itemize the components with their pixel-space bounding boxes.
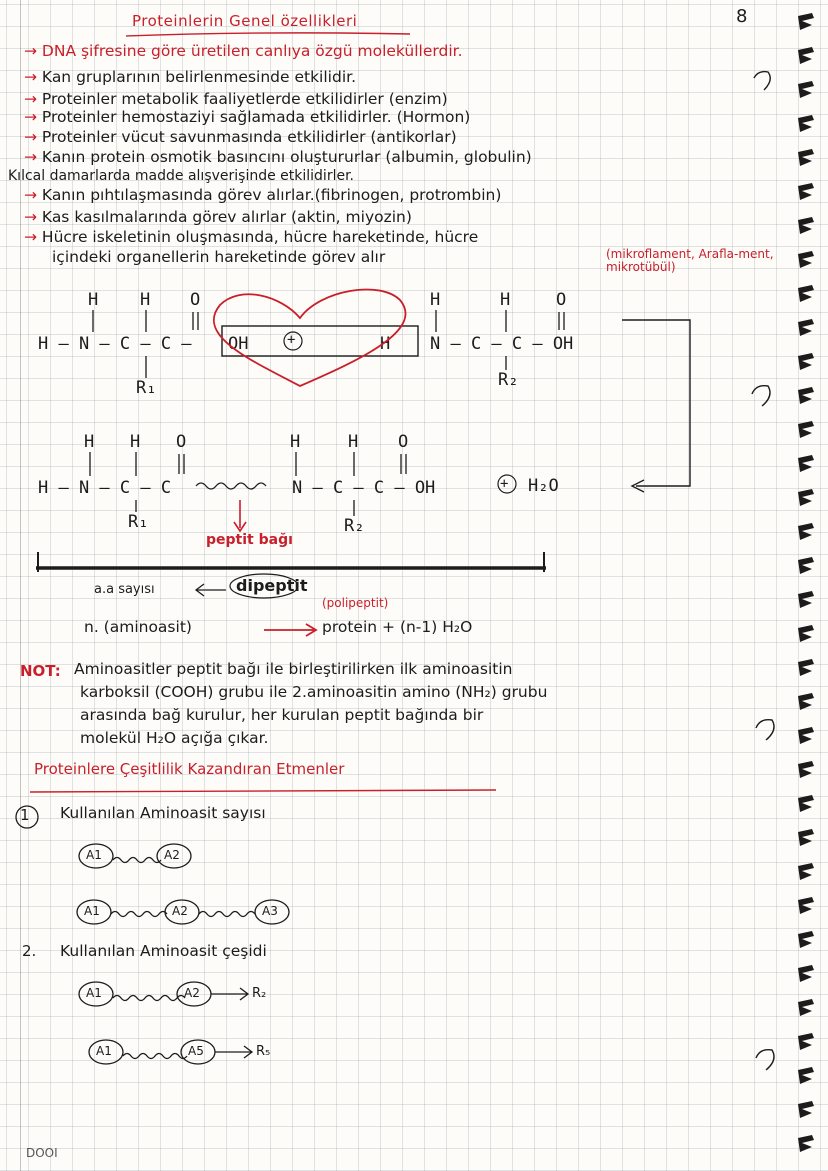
arrow-icon: → (24, 186, 42, 204)
spiral-ring (798, 1101, 814, 1118)
item2-number: 2. (22, 942, 37, 960)
spiral-ring (798, 523, 814, 540)
aa1-plus: + (287, 332, 296, 348)
arrow-icon: → (24, 228, 42, 246)
arrow-icon: → (24, 90, 42, 108)
bullet-item (24, 148, 532, 166)
dipeptit-label: dipeptit (236, 576, 308, 595)
spiral-ring (798, 387, 814, 404)
equation-left: n. (aminoasit) (84, 618, 192, 636)
spiral-ring (798, 421, 814, 438)
dp-chain-2: N – C – C – OH (292, 478, 436, 498)
dp-o2: O (398, 432, 409, 452)
arrow-icon: → (24, 128, 42, 146)
bullet-text: Kas kasılmalarında görev alırlar (aktin, miyozin) (41, 208, 412, 226)
dp-h4: H (348, 432, 359, 452)
aa1-h-c: H (140, 290, 151, 310)
bullet-item (24, 208, 412, 226)
chain3-r: R₂ (252, 986, 267, 1001)
chain2-aa3: A3 (262, 904, 278, 918)
bullet-text: Kılcal damarlarda madde alışverişinde etkilidirler. (8, 168, 355, 184)
spiral-ring (798, 455, 814, 472)
aa1-h-n: H (88, 290, 99, 310)
bullet-text: Kanın pıhtılaşmasında görev alırlar.(fibrinogen, protrombin) (41, 186, 502, 204)
bullet-note: (mikroflament, Arafla-ment, mikrotübül) (606, 247, 774, 274)
dp-h2: H (130, 432, 141, 452)
aa1-o: O (190, 290, 201, 310)
item2-title: Kullanılan Aminoasit çeşidi (60, 942, 267, 960)
spiral-ring (798, 1033, 814, 1050)
spiral-ring (798, 319, 814, 336)
bullet-item (24, 186, 501, 204)
dp-h1: H (84, 432, 95, 452)
bullet-text: Hücre iskeletinin oluşmasında, hücre hareketinde, hücre (41, 228, 479, 246)
arrow-icon: → (24, 148, 42, 166)
chain4-r: R₅ (256, 1044, 271, 1059)
bullet-text: içindeki organellerin hareketinde görev alır (52, 248, 386, 266)
bullet-text: Proteinler metabolik faaliyetlerde etkilidirler (enzim) (41, 90, 448, 108)
aa1-backbone: H – N – C – C – (38, 334, 192, 354)
chain3-aa1: A1 (86, 986, 102, 1000)
spiral-ring (798, 1135, 814, 1152)
spiral-ring (798, 81, 814, 98)
bullet-item (24, 68, 356, 86)
spiral-ring (798, 1067, 814, 1084)
section-heading: Proteinlere Çeşitlilik Kazandıran Etmenler (34, 760, 345, 778)
spiral-binding (788, 0, 824, 1171)
peptide-bond-label: peptit bağı (206, 532, 293, 548)
aa1-r: R₁ (136, 378, 157, 398)
spiral-ring (798, 999, 814, 1016)
aa2-h: H (380, 334, 391, 354)
spiral-ring (798, 931, 814, 948)
spiral-ring (798, 353, 814, 370)
spiral-ring (798, 795, 814, 812)
spiral-ring (798, 965, 814, 982)
page-title: Proteinlerin Genel özellikleri (132, 12, 358, 30)
aa-count-label: a.a sayısı (94, 582, 155, 597)
arrow-icon: → (24, 68, 42, 86)
chain4-aa1: A1 (96, 1044, 112, 1058)
note-line-3: arasında bağ kurulur, her kurulan peptit bağında bir (80, 706, 484, 724)
chain4-aa2: A5 (188, 1044, 204, 1058)
arrow-icon: → (24, 208, 42, 226)
chain3-aa2: A2 (184, 986, 200, 1000)
dp-chain-1: H – N – C – C (38, 478, 172, 498)
aa2-h-c: H (500, 290, 511, 310)
spiral-ring (798, 761, 814, 778)
spiral-ring (798, 897, 814, 914)
chain1-aa1: A1 (86, 848, 102, 862)
aa2-r: R₂ (498, 370, 519, 390)
spiral-ring (798, 285, 814, 302)
aa1-oh: OH (228, 334, 249, 354)
spiral-ring (798, 591, 814, 608)
polipeptit-label: (polipeptit) (322, 596, 389, 610)
spiral-ring (798, 693, 814, 710)
spiral-ring (798, 149, 814, 166)
chain1-aa2: A2 (164, 848, 180, 862)
bullet-item (24, 228, 478, 246)
note-line-1: Aminoasitler peptit bağı ile birleştirilirken ilk aminoasitin (74, 660, 513, 678)
arrow-icon: → (24, 42, 42, 60)
spiral-ring (798, 183, 814, 200)
note-label: NOT: (20, 662, 61, 680)
spiral-ring (798, 727, 814, 744)
spiral-ring (798, 863, 814, 880)
bullet-text: Proteinler hemostaziyi sağlamada etkilidirler. (Hormon) (41, 108, 471, 126)
bullet-item (24, 90, 448, 108)
dp-r2: R₂ (344, 516, 365, 536)
chain2-aa2: A2 (172, 904, 188, 918)
page-footer: DOOI (26, 1146, 58, 1160)
spiral-ring (798, 13, 814, 30)
note-line-2: karboksil (COOH) grubu ile 2.aminoasitin amino (NH₂) grubu (80, 683, 548, 701)
bullet-text: Kan gruplarının belirlenmesinde etkilidir. (41, 68, 357, 86)
spiral-ring (798, 557, 814, 574)
bullet-item (52, 248, 385, 266)
note-line-4: molekül H₂O açığa çıkar. (80, 729, 269, 747)
aa2-h-n: H (430, 290, 441, 310)
bullet-item (24, 108, 470, 126)
dp-water: H₂O (528, 476, 559, 496)
spiral-ring (798, 489, 814, 506)
dp-o1: O (176, 432, 187, 452)
bullet-item (8, 166, 354, 184)
dp-h3: H (290, 432, 301, 452)
dp-r1: R₁ (128, 512, 149, 532)
bullet-item (24, 128, 457, 146)
spiral-ring (798, 47, 814, 64)
chain2-aa1: A1 (84, 904, 100, 918)
spiral-ring (798, 659, 814, 676)
page-number: 8 (736, 6, 748, 27)
dp-plus: + (500, 476, 509, 492)
aa2-backbone: N – C – C – OH (430, 334, 574, 354)
equation-right: protein + (n-1) H₂O (322, 618, 473, 636)
bullet-text: DNA şifresine göre üretilen canlıya özgü moleküllerdir. (41, 42, 463, 60)
spiral-ring (798, 625, 814, 642)
bullet-text: Proteinler vücut savunmasında etkilidirler (antikorlar) (41, 128, 457, 146)
spiral-ring (798, 829, 814, 846)
arrow-icon: → (24, 108, 42, 126)
bullet-text: Kanın protein osmotik basıncını oluştururlar (albumin, globulin) (41, 148, 532, 166)
bullet-item (24, 42, 463, 60)
spiral-ring (798, 217, 814, 234)
item1-title: Kullanılan Aminoasit sayısı (60, 804, 266, 822)
aa2-o: O (556, 290, 567, 310)
item1-number: 1 (20, 806, 30, 824)
spiral-ring (798, 115, 814, 132)
